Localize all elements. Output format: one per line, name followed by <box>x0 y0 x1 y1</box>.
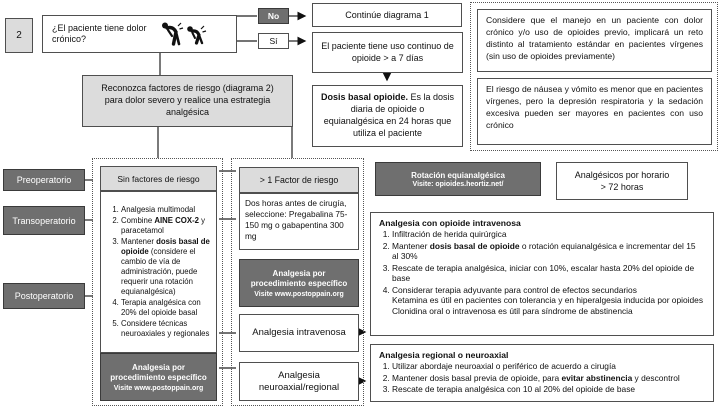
crouched-person-pain-icon <box>184 19 208 50</box>
risk-header <box>239 167 359 193</box>
risk-column <box>231 158 364 406</box>
side-note-2 <box>477 78 712 145</box>
list-item: 2. Mantener dosis basal de opioide o rotación equianalgésica e incrementar del 15 al 30% <box>392 241 703 263</box>
side-note-1-text: Considere que el manejo en un paciente con dolor crónico y/o uso de opioides previo, implicará un reto distinto al tratamiento estándar en pacientes vírgenes (sin uso de opioides previamente) <box>486 15 703 61</box>
neuraxial-option-text: Analgesia neuroaxial/regional <box>258 369 340 393</box>
risk-strategy-box <box>82 75 293 127</box>
opioid-use-text: El paciente tiene uso continuo de opioide > a 7 días <box>321 40 454 63</box>
schedule-line2: > 72 horas <box>600 182 644 192</box>
branch-yes-box <box>258 33 289 49</box>
bent-person-back-pain-icon <box>158 18 184 51</box>
list-item: 1. Infiltración de herida quirúrgica <box>392 229 703 241</box>
list-item: 4. Terapia analgésica con 20% del opioide basal <box>121 298 210 319</box>
phase-label-preoperative <box>3 169 85 191</box>
continue-diagram-box <box>312 3 462 27</box>
iv-analgesia-list <box>379 229 705 318</box>
phase-preoperative-text: Preoperatorio <box>16 175 72 185</box>
iv-analgesia-title: Analgesia con opioide intravenosa <box>379 218 521 228</box>
basal-dose-text: Dosis basal opioide. Es la dosis diaria de opioide o equianalgésica en 24 horas que utiliza el paciente <box>320 92 455 138</box>
phase-label-transoperative <box>3 206 85 235</box>
regional-analgesia-title: Analgesia regional o neuroaxial <box>379 350 509 360</box>
iv-analgesia-detail-box <box>370 212 714 336</box>
list-item: 3. Rescate de terapia analgésica con 10 al 20% del opioide de base <box>392 384 703 396</box>
equianalgesic-rotation-box <box>375 162 541 196</box>
scheduled-analgesics-box <box>556 162 688 200</box>
step-number: 2 <box>16 30 22 41</box>
side-note-2-text: El riesgo de náusea y vómito es menor que en pacientes vírgenes, pero la depresión respiratoria y la sedación excesiva pueden ser mayores en pacientes con uso crónico <box>486 84 703 130</box>
procedure-link: Visite www.postoppain.org <box>254 290 344 298</box>
list-item: 2. Mantener dosis basal previa de opioide, para evitar abstinencia y descontrol <box>392 373 703 385</box>
side-notes-container <box>470 2 718 151</box>
list-item: 1. Analgesia multimodal <box>121 205 210 216</box>
premedication-box <box>239 193 359 250</box>
opioid-use-box <box>312 32 463 73</box>
no-risk-steps-list <box>107 205 212 340</box>
procedure-title: Analgesia por procedimiento específico <box>250 268 348 288</box>
side-note-1 <box>477 9 712 72</box>
procedure-link: Visite www.postoppain.org <box>113 384 204 392</box>
no-risk-procedure-box <box>100 353 217 401</box>
neuraxial-option-box <box>239 362 359 401</box>
branch-no-label: No <box>267 11 280 21</box>
risk-strategy-text: Reconozca factores de riesgo (diagrama 2) para dolor severo y realice una estrategia analgésica <box>101 83 274 117</box>
phase-postoperative-text: Postoperatorio <box>14 291 74 301</box>
list-item: 3. Mantener dosis basal de opioide (considere el cambio de vía de administración, puede requerir una rotación equianalgésica) <box>121 237 210 298</box>
premedication-text: Dos horas antes de cirugía, seleccione: Pregabalina 75-150 mg o gabapentina 300 mg <box>245 198 348 241</box>
regional-analgesia-detail-box <box>370 344 714 402</box>
procedure-title: Analgesia por procedimiento específico <box>110 362 207 382</box>
regional-analgesia-list <box>379 361 705 396</box>
question-text: ¿El paciente tiene dolor crónico? <box>52 22 147 44</box>
list-item: 4. Considerar terapia adyuvante para control de efectos secundarios Ketamina es útil en pacientes con tolerancia y en hiperalgesia inducida por opioides Clonidina oral o intravenosa es útil para síndrome de abstinencia <box>392 285 703 318</box>
phase-transoperative-text: Transoperatorio <box>12 215 76 226</box>
continue-diagram-text: Continúe diagrama 1 <box>345 10 429 20</box>
rotation-title: Rotación equianalgésica <box>411 170 505 180</box>
phase-label-postoperative <box>3 283 85 309</box>
iv-option-text: Analgesia intravenosa <box>252 327 346 339</box>
no-risk-column <box>92 158 223 406</box>
branch-yes-label: Sí <box>269 36 278 46</box>
branch-no-box <box>258 8 289 24</box>
basal-dose-box <box>312 85 463 147</box>
no-risk-header-text: Sin factores de riesgo <box>117 173 200 184</box>
schedule-line1: Analgésicos por horario <box>574 169 670 180</box>
step-number-badge <box>5 18 33 53</box>
no-risk-header <box>100 166 217 191</box>
risk-procedure-box <box>239 259 359 307</box>
chronic-pain-question-box <box>42 15 237 53</box>
no-risk-steps-box <box>100 191 217 353</box>
list-item: 3. Rescate de terapia analgésica, iniciar con 10%, escalar hasta 20% del opioide de base <box>392 263 703 285</box>
iv-option-box <box>239 314 359 352</box>
list-item: 1. Utilizar abordaje neuroaxial o periférico de acuerdo a cirugía <box>392 361 703 373</box>
risk-header-text: > 1 Factor de riesgo <box>259 175 339 185</box>
list-item: 5. Considere técnicas neuroaxiales y regionales <box>121 319 210 340</box>
list-item: 2. Combine AINE COX-2 y paracetamol <box>121 216 210 237</box>
rotation-link: Visite: opioides.heortiz.net/ <box>412 180 504 188</box>
